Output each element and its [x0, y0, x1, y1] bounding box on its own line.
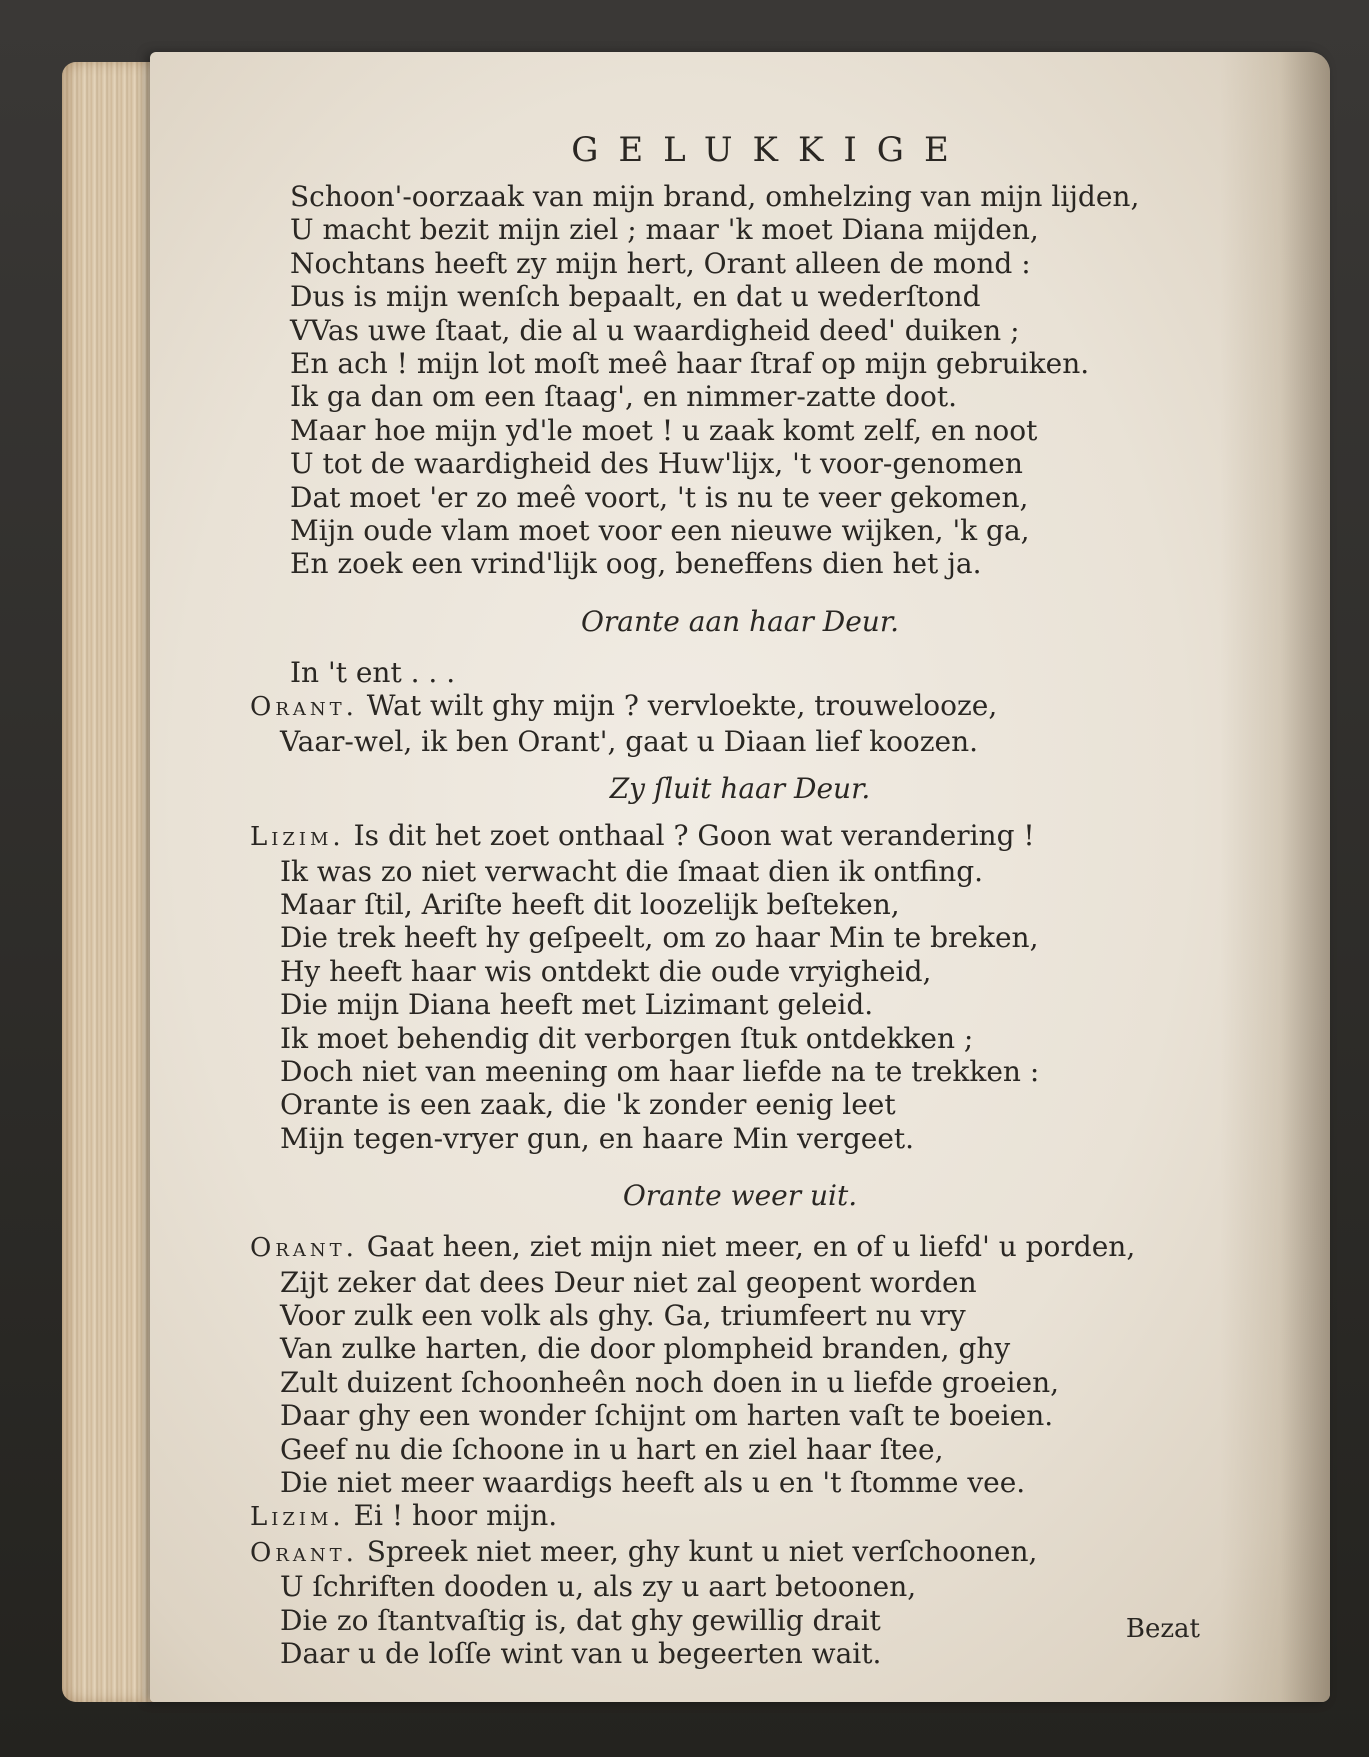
speech-text: Zijt zeker dat dees Deur niet zal geopent worden: [280, 1265, 977, 1299]
speech-text: Die trek heeft hy geſpeelt, om zo haar Min te breken,: [280, 921, 1039, 955]
verse-line: En zoek een vrind'lijk oog, beneffens dien het ja.: [290, 547, 982, 581]
speaker-name: Orant.: [250, 692, 358, 723]
speech-text: Van zulke harten, die door plompheid branden, ghy: [280, 1332, 1011, 1366]
running-head: GELUKKIGE: [571, 130, 969, 170]
speech-text: Hy heeft haar wis ontdekt die oude vryigheid,: [280, 954, 932, 988]
speech-lizim-1: [250, 819, 1230, 1155]
speech-text: Orante is een zaak, die 'k zonder eenig leet: [280, 1088, 896, 1122]
speech-lizim-2: [250, 1499, 1230, 1534]
stage-direction: Orante aan haar Deur.: [580, 604, 900, 638]
verse-line: Dus is mijn wenſch bepaalt, en dat u wederſtond: [290, 280, 981, 314]
speech-text: Geef nu die ſchoone in u hart en ziel haar ſtee,: [280, 1432, 944, 1466]
speech-text: Maar ſtil, Ariſte heeft dit loozelijk beſteken,: [280, 887, 900, 921]
speech-text: U ſchriften dooden u, als zy u aart betoonen,: [280, 1570, 917, 1604]
speech-text: Daar ghy een wonder ſchijnt om harten vaſt te boeien.: [280, 1399, 1054, 1433]
verse-section-1: [250, 180, 1230, 581]
speech-text: Voor zulk een volk als ghy. Ga, triumfeert nu vry: [280, 1298, 966, 1332]
speech-text: Spreek niet meer, ghy kunt u niet verſchoonen,: [366, 1534, 1038, 1568]
speaker-name: Orant.: [250, 1537, 358, 1568]
verse-line: U tot de waardigheid des Huw'lijx, 't voor-genomen: [290, 447, 1023, 481]
verse-line: Schoon'-oorzaak van mijn brand, omhelzing van mijn lijden,: [290, 180, 1140, 213]
speech-text: Die zo ſtantvaſtig is, dat ghy gewillig drait: [280, 1603, 881, 1637]
page-text-block: [250, 90, 1230, 1670]
book-page: [150, 52, 1330, 1702]
speech-text: Vaar-wel, ik ben Orant', gaat u Diaan lief koozen.: [280, 724, 979, 758]
speech-text: Zult duizent ſchoonheên noch doen in u liefde groeien,: [280, 1365, 1059, 1399]
speaker-name: Lizim.: [250, 822, 345, 853]
catchword: Bezat: [1125, 1614, 1200, 1644]
speaker-name: Lizim.: [250, 1502, 345, 1533]
speech-text: Daar u de loſſe wint van u begeerten wait.: [280, 1637, 882, 1671]
speech-orant-2: [250, 1230, 1230, 1499]
speech-orant-1: [250, 689, 1230, 758]
speech-text: Ik moet behendig dit verborgen ſtuk ontdekken ;: [280, 1021, 974, 1055]
verse-line: VVas uwe ſtaat, die al u waardigheid deed' duiken ;: [290, 313, 1020, 347]
verse-line: En ach ! mijn lot moſt meê haar ſtraf op mijn gebruiken.: [290, 347, 1090, 381]
speech-text: Wat wilt ghy mijn ? vervloekte, trouwelooze,: [366, 689, 998, 723]
verse-line: Ik ga dan om een ſtaag', en nimmer-zatte doot.: [290, 380, 958, 414]
speech-text: Die mijn Diana heeft met Lizimant geleid.: [280, 988, 874, 1022]
verse-line: Dat moet 'er zo meê voort, 't is nu te veer gekomen,: [290, 480, 1029, 514]
speech-text: Is dit het zoet onthaal ? Goon wat verandering !: [353, 819, 1035, 853]
speaker-name: Orant.: [250, 1233, 358, 1264]
speech-text: Ik was zo niet verwacht die ſmaat dien ik ontfing.: [280, 854, 984, 888]
book-gutter-shadow: [1220, 52, 1330, 1702]
speech-text: Die niet meer waardigs heeft als u en 't ſtomme vee.: [280, 1466, 1026, 1499]
verse-line: Mijn oude vlam moet voor een nieuwe wijken, 'k ga,: [290, 514, 1030, 548]
speech-text: Doch niet van meening om haar liefde na te trekken :: [280, 1054, 1040, 1088]
speech-orant-3: [250, 1535, 1230, 1671]
speech-text: Mijn tegen-vryer gun, en haare Min vergeet.: [280, 1121, 915, 1155]
stage-direction: Zy ſluit haar Deur.: [609, 772, 871, 806]
verse-line: U macht bezit mijn ziel ; maar 'k moet Diana mijden,: [290, 213, 1039, 247]
verse-line: In 't ent . . .: [290, 655, 456, 689]
verse-line: Nochtans heeft zy mijn hert, Orant alleen de mond :: [290, 246, 1031, 280]
verse-line: Maar hoe mijn yd'le moet ! u zaak komt zelf, en noot: [290, 413, 1038, 447]
stage-direction: Orante weer uit.: [622, 1179, 858, 1213]
speech-text: Gaat heen, ziet mijn niet meer, en of u liefd' u porden,: [366, 1230, 1136, 1264]
speech-text: Ei ! hoor mijn.: [353, 1499, 558, 1533]
